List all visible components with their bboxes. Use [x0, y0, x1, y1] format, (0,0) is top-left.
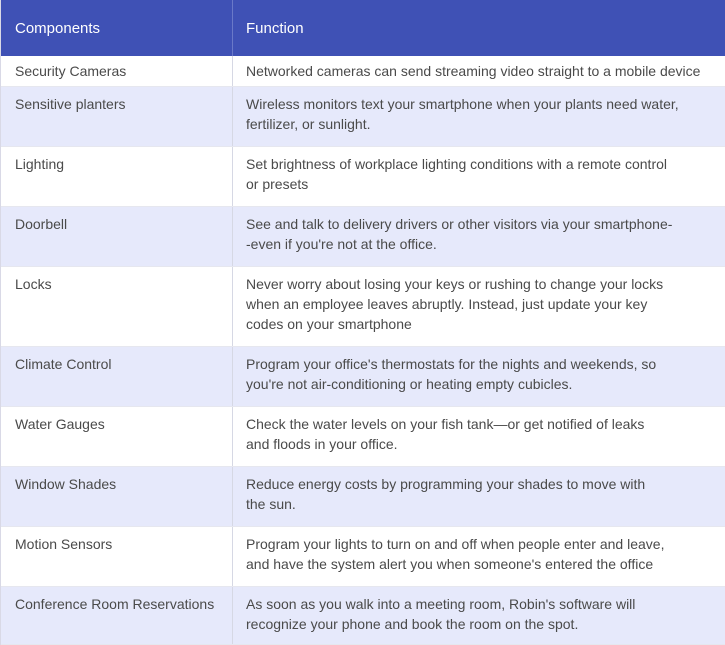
- component-cell: Security Cameras: [1, 56, 233, 86]
- function-cell: Never worry about losing your keys or rushing to change your locks when an employee leaves abruptly. Instead, just update your key codes on your smartphone: [246, 276, 664, 332]
- table-row: [1, 467, 725, 527]
- function-cell: Program your office's thermostats for the nights and weekends, so you're not air-conditioning or heating empty cubicles.: [246, 356, 657, 392]
- component-cell: Doorbell: [1, 207, 233, 266]
- function-cell: Check the water levels on your fish tank—or get notified of leaks and floods in your office.: [246, 416, 645, 452]
- function-cell: Reduce energy costs by programming your shades to move with the sun.: [246, 476, 646, 512]
- function-cell: Set brightness of workplace lighting conditions with a remote control or presets: [246, 156, 667, 192]
- table-row: [1, 147, 725, 207]
- table-row: [1, 527, 725, 587]
- header-function: Function: [246, 19, 304, 37]
- table-row: [1, 87, 725, 147]
- component-cell: Motion Sensors: [1, 527, 233, 586]
- table-row: [1, 347, 725, 407]
- component-cell: Locks: [1, 267, 233, 346]
- table-row: [1, 587, 725, 645]
- table-row: [1, 56, 725, 87]
- component-cell: Sensitive planters: [1, 87, 233, 146]
- header-components: Components: [1, 0, 233, 56]
- function-cell: Networked cameras can send streaming video straight to a mobile device: [246, 63, 701, 79]
- component-cell: Lighting: [1, 147, 233, 206]
- table-row: [1, 267, 725, 347]
- function-cell: Wireless monitors text your smartphone when your plants need water, fertilizer, or sunlight.: [246, 96, 679, 132]
- component-cell: Water Gauges: [1, 407, 233, 466]
- function-cell: As soon as you walk into a meeting room, Robin's software will recognize your phone and book the room on the spot.: [246, 596, 636, 632]
- component-cell: Window Shades: [1, 467, 233, 526]
- table-row: [1, 207, 725, 267]
- function-cell: See and talk to delivery drivers or other visitors via your smartphone- -even if you're not at the office.: [246, 216, 673, 252]
- table-row: [1, 407, 725, 467]
- component-cell: Climate Control: [1, 347, 233, 406]
- component-cell: Conference Room Reservations: [1, 587, 233, 644]
- function-cell: Program your lights to turn on and off when people enter and leave, and have the system alert you when someone's entered the office: [246, 536, 665, 572]
- table-header: [1, 0, 725, 56]
